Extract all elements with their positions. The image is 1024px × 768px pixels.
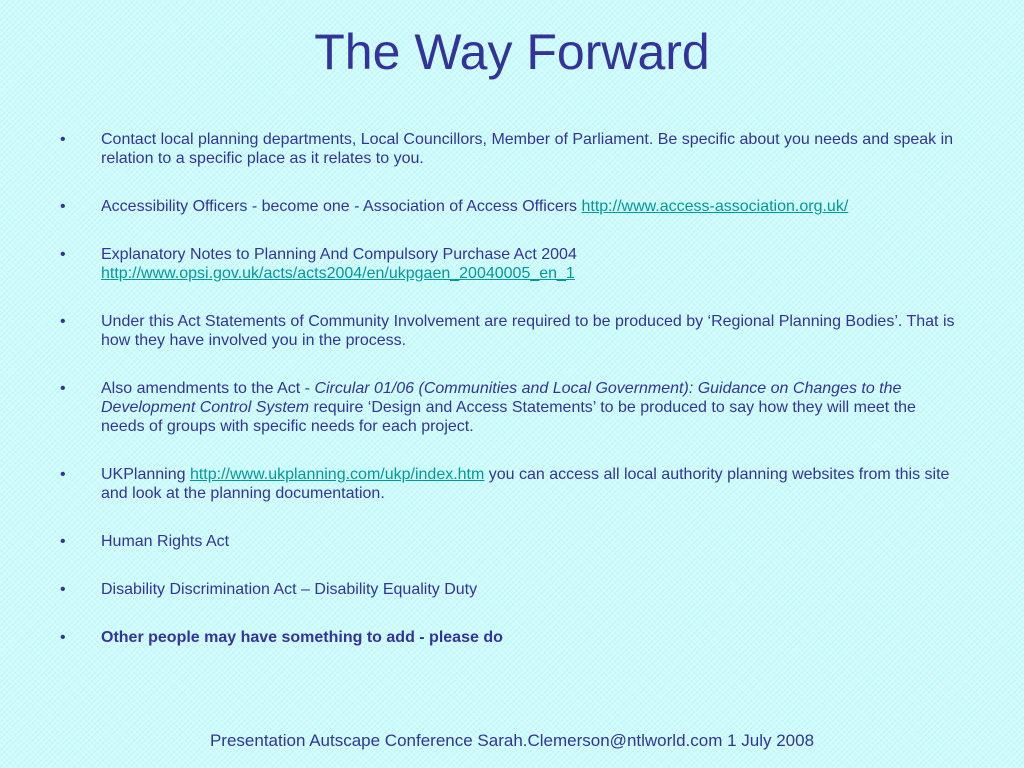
circular-title: Circular 01/06 (Communities and Local Government): Guidance on Changes to the Development Control System [101,380,902,416]
bullet-icon: • [60,198,66,215]
slide-title: The Way Forward [314,24,710,80]
bullet-text-part: require ‘Design and Access Statements’ to be produced to say how they will meet the needs of groups with specific needs for each project. [101,399,916,435]
bullet-text: Under this Act Statements of Community Involvement are required to be produced by ‘Regional Planning Bodies’. That is how they have involved you in the process. [101,313,955,349]
bullet-text [101,465,960,503]
bullet-text: Other people may have something to add - please do [101,629,503,646]
bullet-text-part: UKPlanning [101,466,190,483]
bullet-text [101,197,960,216]
bullet-item-access-officers [60,197,960,216]
bullet-item-ukplanning [60,465,960,503]
bullet-text-part: Explanatory Notes to Planning And Compulsory Purchase Act 2004 [101,246,577,263]
bullet-icon: • [60,629,66,646]
bullet-text: Contact local planning departments, Local Councillors, Member of Parliament. Be specific about you needs and speak in relation to a specific place as it relates to you. [101,131,954,167]
bullet-icon: • [60,380,66,397]
bullet-text [101,379,960,436]
bullet-icon: • [60,581,66,598]
slide-footer: Presentation Autscape Conference Sarah.Clemerson@ntlworld.com 1 July 2008 [209,731,815,750]
bullet-icon: • [60,313,66,330]
bullet-list [60,130,960,676]
ukplanning-link[interactable]: http://www.ukplanning.com/ukp/index.htm [189,466,485,483]
bullet-text [101,245,960,283]
bullet-item-community-involvement [60,312,960,350]
bullet-item-human-rights [60,532,960,551]
bullet-icon: • [60,131,66,148]
bullet-item-disability [60,580,960,599]
bullet-item-contact [60,130,960,168]
bullet-item-amendments [60,379,960,436]
bullet-text-part: Accessibility Officers - become one - Association of Access Officers [101,198,582,215]
bullet-icon: • [60,466,66,483]
bullet-item-other-people [60,628,960,647]
bullet-icon: • [60,533,66,550]
access-association-link[interactable]: http://www.access-association.org.uk/ [581,198,849,215]
bullet-text-part: you can access all local authority planning websites from this site and look at the planning documentation. [101,466,950,502]
bullet-text: Human Rights Act [101,533,230,550]
bullet-text-part: Also amendments to the Act - [101,380,315,397]
bullet-item-explanatory-notes [60,245,960,283]
bullet-text: Disability Discrimination Act – Disability Equality Duty [101,581,478,598]
opsi-link[interactable]: http://www.opsi.gov.uk/acts/acts2004/en/ukpgaen_20040005_en_1 [101,265,575,282]
bullet-icon: • [60,246,66,263]
